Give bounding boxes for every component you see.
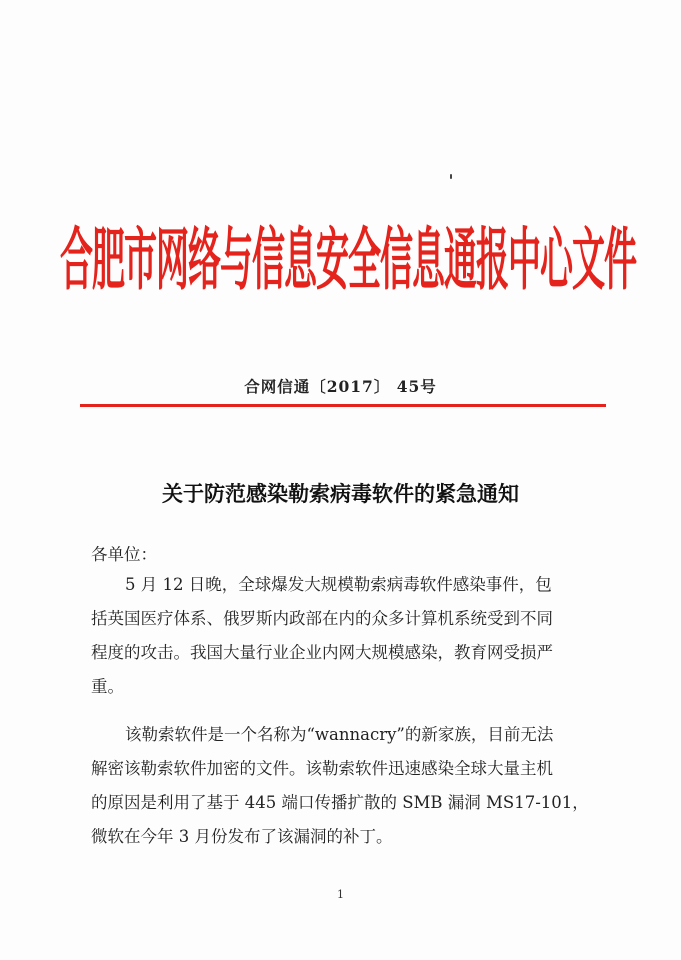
paragraph-2-line: 微软在今年 3 月份发布了该漏洞的补丁。 xyxy=(91,827,393,846)
page-number: 1 xyxy=(337,888,344,901)
paragraph-1-line: 程度的攻击。我国大量行业企业内网大规模感染，教育网受损严 xyxy=(91,643,553,662)
paragraph-2-line: 该勒索软件是一个名称为“wannacry”的新家族，目前无法 xyxy=(125,725,554,744)
paragraph-2-line: 解密该勒索软件加密的文件。该勒索软件迅速感染全球大量主机 xyxy=(91,759,553,778)
paragraph-1-line: 5 月 12 日晚，全球爆发大规模勒索病毒软件感染事件，包 xyxy=(125,575,552,594)
document-number: 合网信通〔2017〕 45号 xyxy=(244,377,437,396)
paragraph-1-line: 括英国医疗体系、俄罗斯内政部在内的众多计算机系统受到不同 xyxy=(91,609,553,628)
red-divider-line xyxy=(80,404,606,407)
organization-title: 合肥市网络与信息安全信息通报中心文件 xyxy=(60,219,636,300)
salutation: 各单位： xyxy=(91,545,157,564)
paragraph-2 xyxy=(91,718,609,854)
paragraph-1 xyxy=(91,568,609,704)
paragraph-1-line: 重。 xyxy=(91,677,124,696)
scan-speck xyxy=(450,174,452,179)
paragraph-2-line: 的原因是利用了基于 445 端口传播扩散的 SMB 漏洞 MS17-101， xyxy=(91,793,589,812)
red-header-block xyxy=(60,212,636,300)
notice-title: 关于防范感染勒索病毒软件的紧急通知 xyxy=(162,481,519,506)
